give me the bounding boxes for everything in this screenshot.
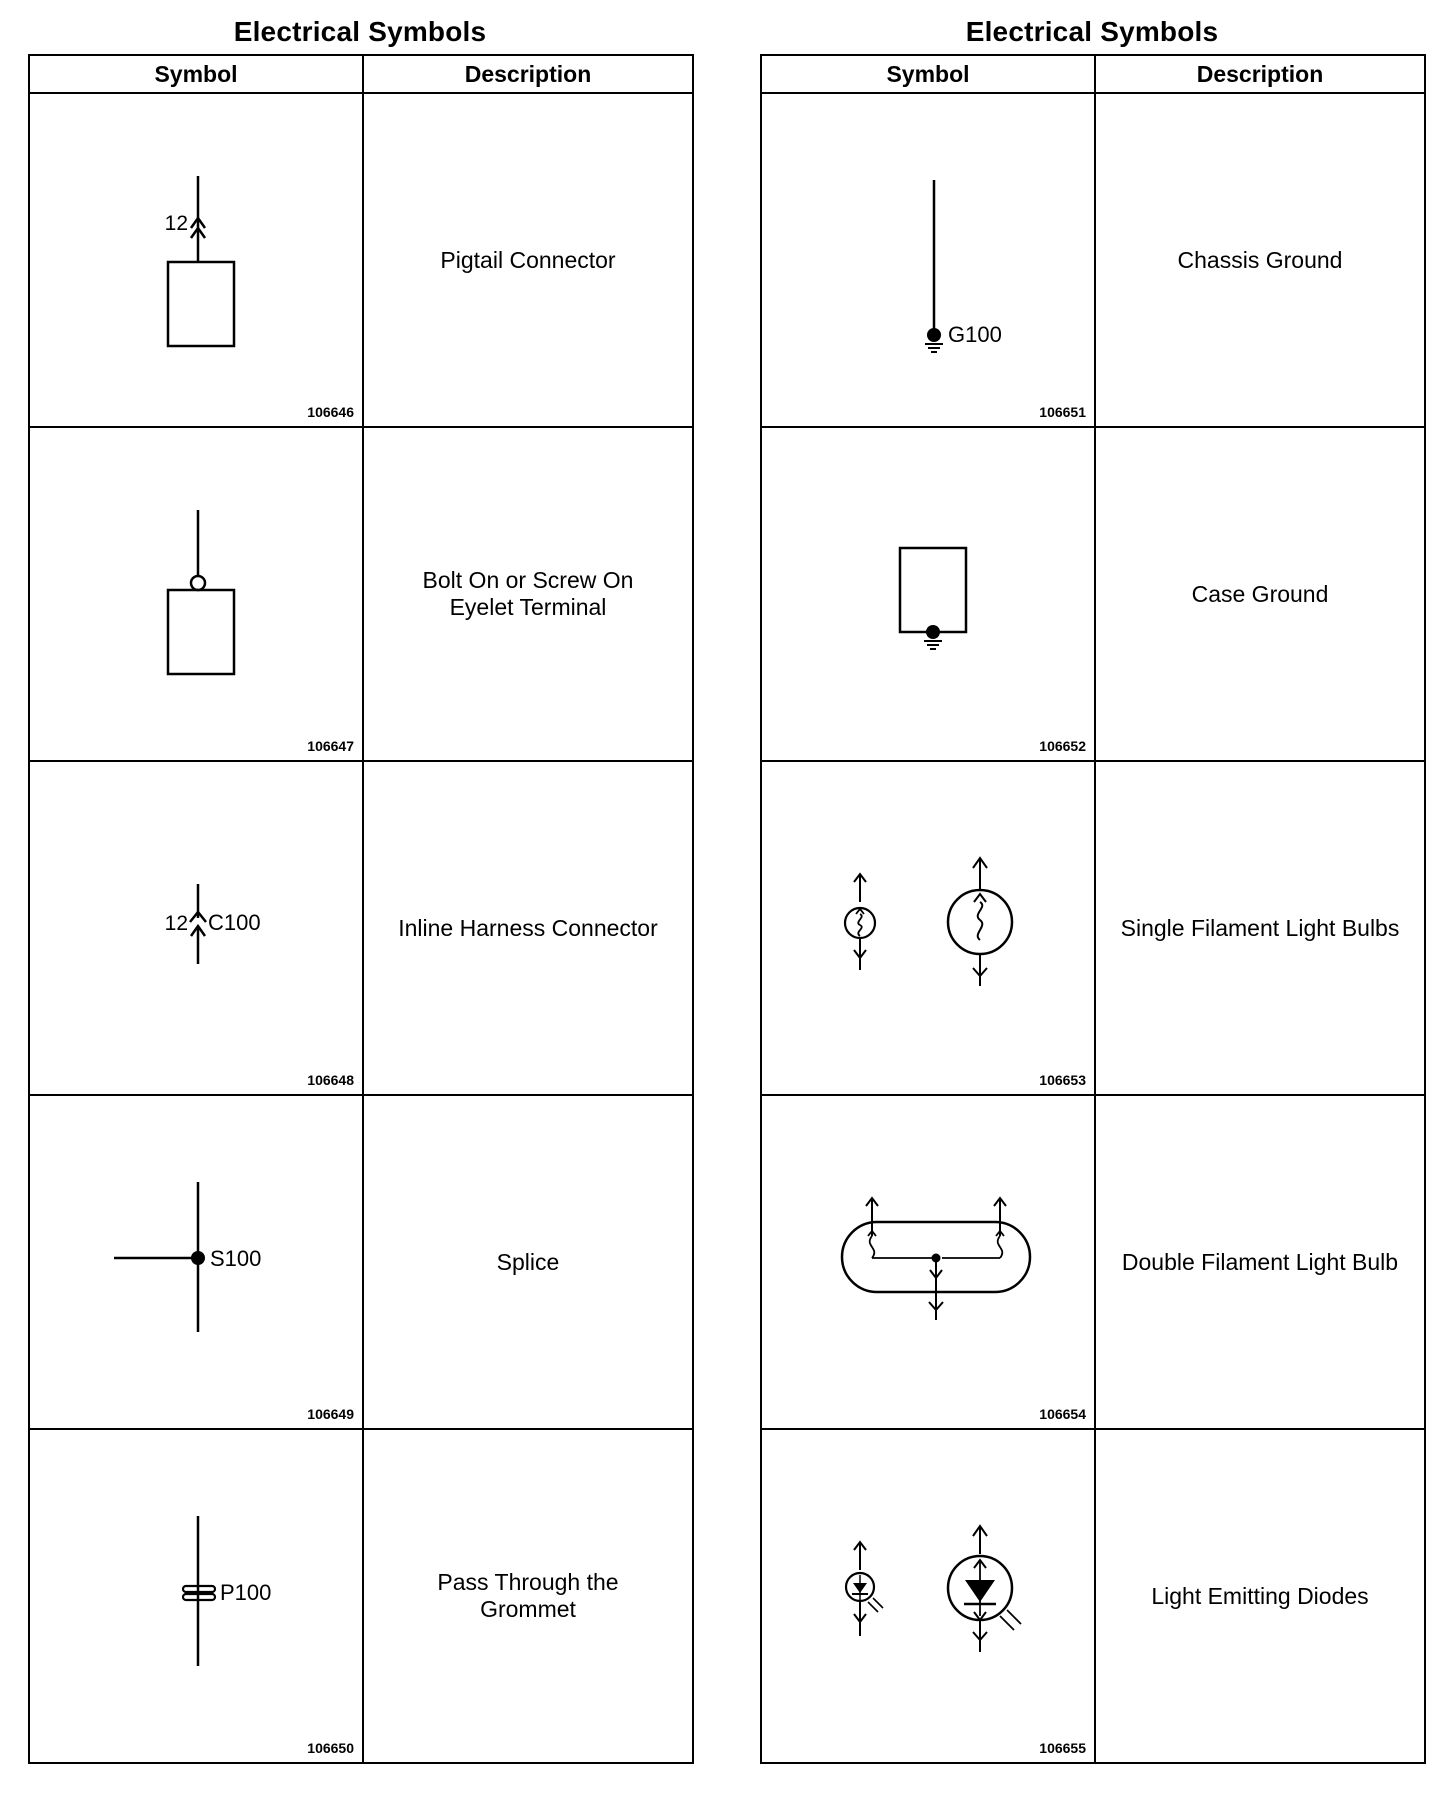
description-column-header: Description	[1095, 55, 1425, 93]
description-cell	[1095, 761, 1425, 1095]
figure-code: 106649	[307, 1406, 354, 1422]
table-header-row	[761, 55, 1425, 93]
symbol-cell	[761, 93, 1095, 427]
panel-title: Electrical Symbols	[233, 16, 487, 47]
eyelet-terminal-symbol	[30, 428, 364, 760]
figure-code: 106652	[1039, 738, 1086, 754]
figure-code: 106646	[307, 404, 354, 420]
description-cell	[1095, 1095, 1425, 1429]
table-row	[29, 93, 693, 427]
description-text: Pigtail Connector	[440, 246, 616, 273]
description-text: Case Ground	[1191, 580, 1329, 607]
symbol-column-header: Symbol	[761, 55, 1095, 93]
table-row	[29, 427, 693, 761]
ground-id-label: G100	[948, 322, 1002, 347]
inline-harness-connector-symbol	[30, 762, 364, 1094]
figure-code: 106648	[307, 1072, 354, 1088]
light-emitting-diodes-symbol	[762, 1430, 1096, 1762]
description-cell	[1095, 93, 1425, 427]
description-text: Chassis Ground	[1177, 246, 1343, 273]
description-text: Inline Harness Connector	[398, 914, 658, 941]
pin-number-label: 12	[164, 912, 188, 935]
description-text: Single Filament Light Bulbs	[1120, 914, 1400, 941]
table-row	[761, 761, 1425, 1095]
symbol-cell	[29, 1095, 363, 1429]
case-ground-symbol	[762, 428, 1096, 760]
description-text: Splice	[496, 1248, 560, 1275]
symbol-cell	[761, 427, 1095, 761]
right-panel	[760, 10, 1424, 1764]
grommet-id-label: P100	[220, 1580, 272, 1605]
description-cell	[363, 93, 693, 427]
description-cell	[363, 1095, 693, 1429]
single-filament-bulbs-symbol	[762, 762, 1096, 1094]
pin-number-label: 12	[164, 212, 188, 235]
figure-code: 106655	[1039, 1740, 1086, 1756]
table-row	[761, 1429, 1425, 1763]
table-row	[29, 1429, 693, 1763]
description-cell	[363, 761, 693, 1095]
symbol-cell	[29, 427, 363, 761]
left-panel	[28, 10, 692, 1764]
symbol-column-header: Symbol	[29, 55, 363, 93]
table-header-row	[29, 55, 693, 93]
symbols-table	[760, 54, 1426, 1764]
pigtail-connector-symbol	[30, 94, 364, 426]
description-cell	[1095, 1429, 1425, 1763]
chassis-ground-symbol	[762, 94, 1096, 426]
description-text: Double Filament Light Bulb	[1121, 1248, 1399, 1275]
table-row	[761, 427, 1425, 761]
figure-code: 106651	[1039, 404, 1086, 420]
grommet-symbol	[30, 1430, 364, 1762]
description-column-header: Description	[363, 55, 693, 93]
table-row	[29, 1095, 693, 1429]
figure-code: 106650	[307, 1740, 354, 1756]
table-row	[29, 761, 693, 1095]
symbol-cell	[29, 93, 363, 427]
symbol-cell	[761, 1429, 1095, 1763]
symbol-cell	[29, 1429, 363, 1763]
description-text: Bolt On or Screw On Eyelet Terminal	[422, 567, 634, 620]
table-row	[761, 1095, 1425, 1429]
splice-id-label: S100	[210, 1246, 262, 1271]
symbol-cell	[761, 761, 1095, 1095]
symbols-table	[28, 54, 694, 1764]
figure-code: 106654	[1039, 1406, 1086, 1422]
description-cell	[1095, 427, 1425, 761]
panel-title: Electrical Symbols	[965, 16, 1219, 47]
figure-code: 106647	[307, 738, 354, 754]
description-cell	[363, 1429, 693, 1763]
double-filament-bulb-symbol	[762, 1096, 1096, 1428]
symbol-cell	[761, 1095, 1095, 1429]
description-text: Pass Through the Grommet	[437, 1569, 619, 1622]
table-row	[761, 93, 1425, 427]
description-cell	[363, 427, 693, 761]
connector-id-label: C100	[208, 910, 261, 935]
splice-symbol	[30, 1096, 364, 1428]
figure-code: 106653	[1039, 1072, 1086, 1088]
description-text: Light Emitting Diodes	[1151, 1582, 1369, 1609]
symbol-cell	[29, 761, 363, 1095]
